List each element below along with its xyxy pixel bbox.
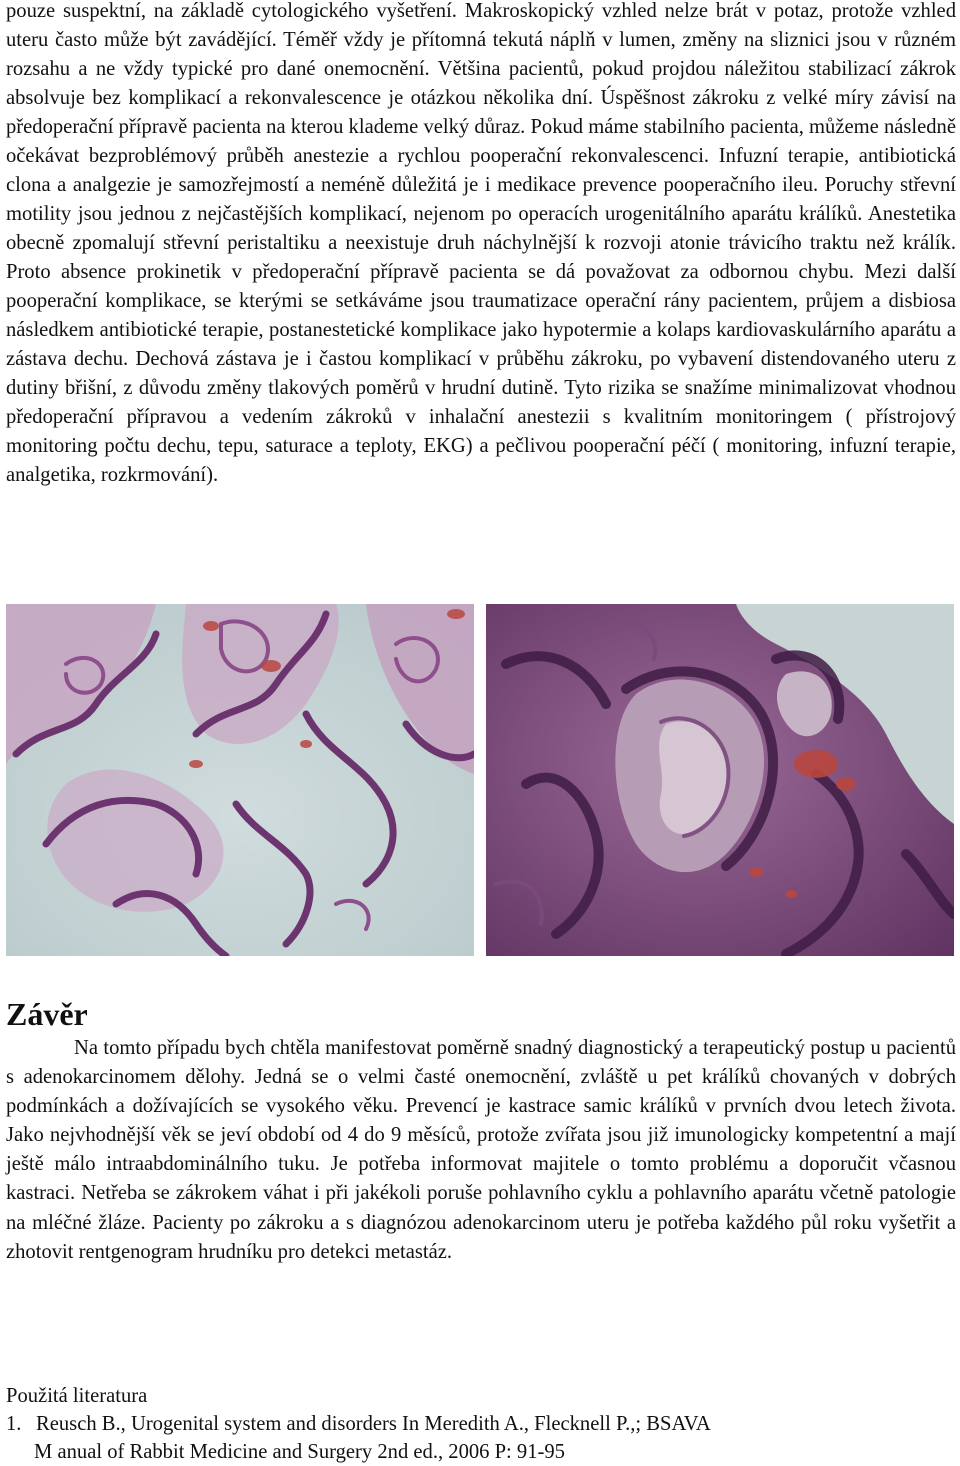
reference-item [6,1410,956,1466]
histology-micrograph-high-icon [486,604,954,956]
references-title: Použitá literatura [6,1385,148,1407]
histology-image-left [6,604,474,956]
reference-number: 1. [6,1413,22,1435]
conclusion-heading: Závěr [6,996,88,1032]
histology-micrograph-low-icon [6,604,474,956]
reference-line-2: M anual of Rabbit Medicine and Surgery 2nd ed., 2006 P: 91-95 [34,1441,565,1463]
reference-line-1: Reusch B., Urogenital system and disorders In Meredith A., Flecknell P.,; BSAVA [36,1413,711,1435]
conclusion-paragraph: Na tomto případu bych chtěla manifestovat poměrně snadný diagnostický a terapeutický postup u pacientů s adenokarcinomem dělohy. Jedná se o velmi časté onemocnění, zvláště u pet králíků chovaných v dobrých podmínkách a dožívajících se vysokého věku. Prevencí je kastrace samic králíků v prvních dvou letech života. Jako nejvhodnější věk se jeví období od 4 do 9 měsíců, protože zvířata jsou již imunologicky kompetentní a mají ještě málo intraabdominálního tuku. Je potřeba informovat majitele o tomto problému a doporučit včasnou kastraci. Netřeba se zákrokem váhat i při jakékoli poruše pohlavního cyklu a pohlavního aparátu včetně patologie na mléčné žláze. Pacienty po zákroku a s diagnózou adenokarcinom uteru je potřeba každého půl roku vyšetřit a zhotovit rentgenogram hrudníku pro detekci metastáz. [6,1037,956,1263]
intro-paragraph: pouze suspektní, na základě cytologického vyšetření. Makroskopický vzhled nelze brát v potaz, protože vzhled uteru často může být zavádějící. Téměř vždy je přítomná tekutá náplň v lumen, změny na sliznici jsou v různém rozsahu a ne vždy typické pro dané onemocnění. Většina pacientů, pokud projdou náležitou stabilizací zákrok absolvuje bez komplikací a rekonvalescence je otázkou několika dní. Úspěšnost zákroku z velké míry závisí na předoperační přípravě pacienta na kterou klademe velký důraz. Pokud máme stabilního pacienta, můžeme následně očekávat bezproblémový průběh anestezie a rychlou pooperační rekonvalescenci. Infuzní terapie, antibiotická clona a analgezie je samozřejmostí a neméně důležitá je i medikace prevence pooperačního ileu. Poruchy střevní motility jsou jednou z nejčastějších komplikací, nejenom po operacích urogenitálního aparátu králíků. Anestetika obecně zpomalují střevní peristaltiku a neexistuje druh náchylnější k rozvoji atonie trávicího traktu než králík. Proto absence prokinetik v předoperační přípravě pacienta se dá považovat za odbornou chybu. Mezi další pooperační komplikace, se kterými se setkáváme jsou traumatizace operační rány pacientem, průjem a disbiosa následkem antibiotické terapie, postanestetické komplikace jako hypotermie a kolaps kardiovaskulárního aparátu a zástava dechu. Dechová zástava je i častou komplikací v průběhu zákroku, po vybavení distendovaného uteru z dutiny břišní, z důvodu změny tlakových poměrů v hrudní dutině. Tyto rizika se snažíme minimalizovat vhodnou předoperační přípravou a vedením zákroků v inhalační anestezii s kvalitním monitoringem ( přístrojový monitoring počtu dechu, tepu, saturace a teploty, EKG) a pečlivou pooperační péčí ( monitoring, infuzní terapie, analgetika, rozkrmování). [6,0,956,486]
histology-image-right [486,604,954,956]
